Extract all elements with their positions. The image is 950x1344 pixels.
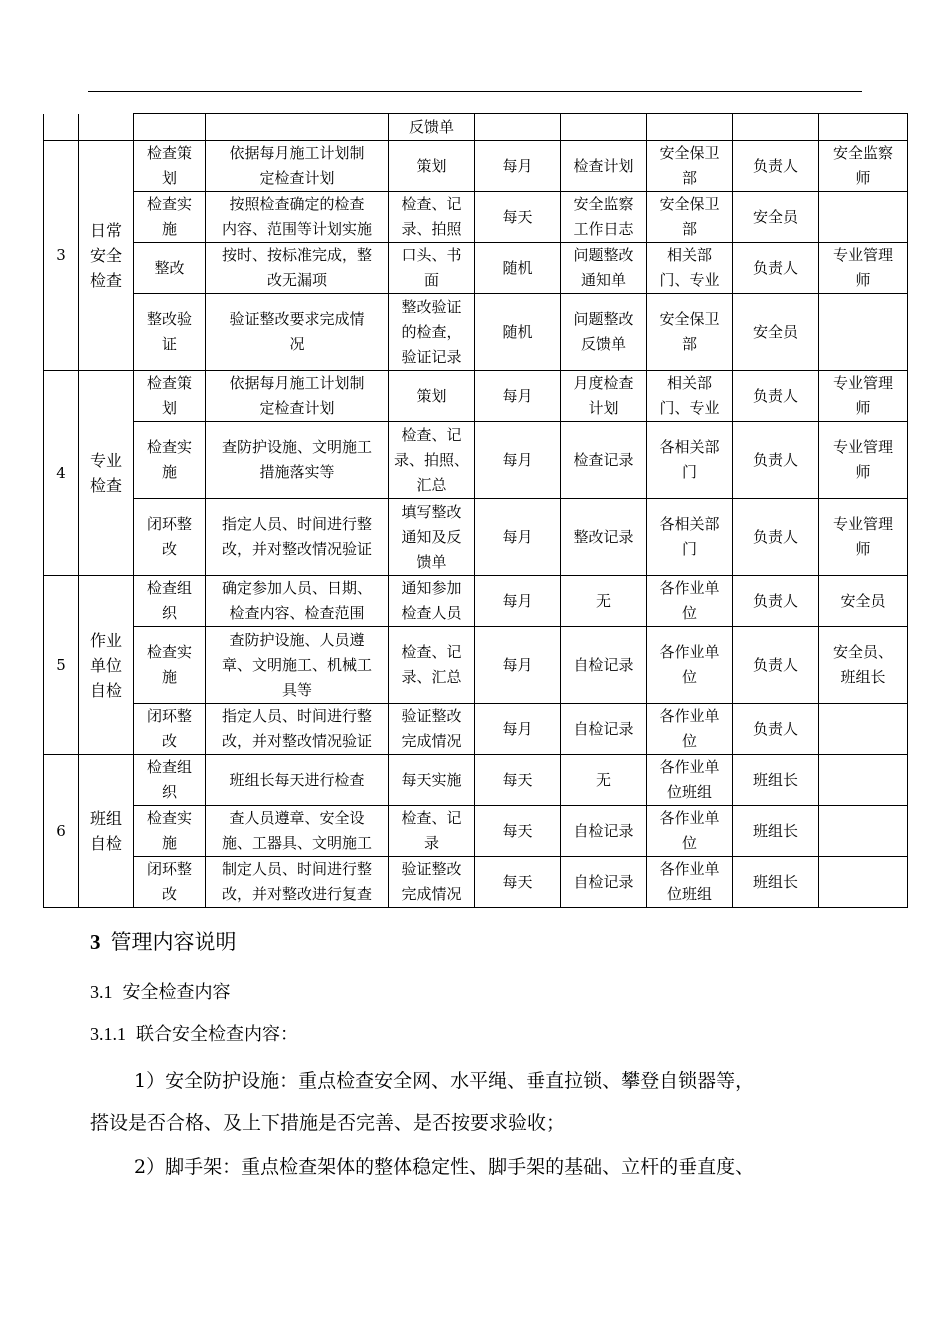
table-cell: 检查实 施 — [134, 806, 206, 857]
subsubsection-number: 3.1.1 — [90, 1024, 126, 1044]
table-cell: 安全员、 班组长 — [819, 627, 908, 704]
table-cell: 查人员遵章、安全设 施、工器具、文明施工 — [206, 806, 389, 857]
table-cell — [561, 114, 647, 141]
table-cell-number: 5 — [44, 576, 79, 755]
table-cell: 班组长 — [733, 857, 819, 908]
section-number: 3 — [90, 930, 101, 954]
table-cell: 检查、记 录、拍照、 汇总 — [389, 422, 475, 499]
table-cell: 每月 — [475, 422, 561, 499]
table-cell — [819, 294, 908, 371]
table-cell: 策划 — [389, 371, 475, 422]
table-cell — [733, 114, 819, 141]
table-cell-category: 专业 检查 — [79, 371, 134, 576]
table-cell — [79, 114, 134, 141]
table-cell: 专业管理 师 — [819, 243, 908, 294]
table-cell: 自检记录 — [561, 806, 647, 857]
table-cell — [44, 114, 79, 141]
table-row — [44, 806, 908, 857]
table-cell: 安全保卫 部 — [647, 294, 733, 371]
table-cell: 闭环整 改 — [134, 499, 206, 576]
table-cell — [134, 114, 206, 141]
table-row — [44, 243, 908, 294]
table-row — [44, 704, 908, 755]
table-cell: 负责人 — [733, 422, 819, 499]
table-cell: 整改 — [134, 243, 206, 294]
table-cell: 无 — [561, 755, 647, 806]
table-row — [44, 499, 908, 576]
table-cell: 负责人 — [733, 627, 819, 704]
table-cell: 检查实 施 — [134, 192, 206, 243]
table-row — [44, 371, 908, 422]
table-cell — [819, 704, 908, 755]
table-cell: 检查组 织 — [134, 755, 206, 806]
table-cell: 安全员 — [733, 192, 819, 243]
table-cell: 专业管理 师 — [819, 371, 908, 422]
table-cell: 查防护设施、文明施工 措施落实等 — [206, 422, 389, 499]
table-cell: 指定人员、时间进行整 改，并对整改情况验证 — [206, 499, 389, 576]
table-cell: 闭环整 改 — [134, 857, 206, 908]
table-cell: 检查记录 — [561, 422, 647, 499]
table-cell — [819, 114, 908, 141]
table-cell: 各作业单 位 — [647, 576, 733, 627]
table-cell: 制定人员、时间进行整 改，并对整改进行复查 — [206, 857, 389, 908]
table-cell: 每月 — [475, 627, 561, 704]
table-cell: 口头、书 面 — [389, 243, 475, 294]
table-cell: 每天 — [475, 806, 561, 857]
table-cell: 每天实施 — [389, 755, 475, 806]
table-cell: 各相关部 门 — [647, 499, 733, 576]
subsubsection-title: 联合安全检查内容： — [136, 1024, 298, 1045]
table-cell: 安全员 — [733, 294, 819, 371]
table-cell-number: 6 — [44, 755, 79, 908]
table-row — [44, 627, 908, 704]
table-cell: 专业管理 师 — [819, 422, 908, 499]
table-cell — [647, 114, 733, 141]
table-cell: 每天 — [475, 755, 561, 806]
table-cell: 问题整改 通知单 — [561, 243, 647, 294]
table-cell: 检查、记 录、汇总 — [389, 627, 475, 704]
table-cell: 检查组 织 — [134, 576, 206, 627]
table-cell — [819, 857, 908, 908]
table-cell — [206, 114, 389, 141]
section-heading — [90, 926, 237, 958]
table-cell: 班组长 — [733, 755, 819, 806]
table-cell: 随机 — [475, 294, 561, 371]
table-row — [44, 857, 908, 908]
subsubsection-heading — [90, 1019, 298, 1050]
table-cell — [819, 192, 908, 243]
table-cell: 各作业单 位班组 — [647, 857, 733, 908]
table-cell — [819, 755, 908, 806]
header-rule — [88, 91, 862, 92]
table-cell: 验证整改要求完成情 况 — [206, 294, 389, 371]
table-cell: 每月 — [475, 704, 561, 755]
table-cell: 检查实 施 — [134, 627, 206, 704]
table-row — [44, 192, 908, 243]
table-cell: 专业管理 师 — [819, 499, 908, 576]
table-row — [44, 422, 908, 499]
table-cell: 检查计划 — [561, 141, 647, 192]
table-cell: 安全员 — [819, 576, 908, 627]
table-cell: 按照检查确定的检查 内容、范围等计划实施 — [206, 192, 389, 243]
table-cell: 各作业单 位班组 — [647, 755, 733, 806]
table-row — [44, 576, 908, 627]
table-cell: 检查策 划 — [134, 141, 206, 192]
table-cell: 通知参加 检查人员 — [389, 576, 475, 627]
table-cell: 验证整改 完成情况 — [389, 857, 475, 908]
table-cell: 每天 — [475, 192, 561, 243]
table-cell: 相关部 门、专业 — [647, 371, 733, 422]
table-cell-feedback: 反馈单 — [389, 114, 475, 141]
table-cell-category: 日常 安全 检查 — [79, 141, 134, 371]
table-cell: 班组长 — [733, 806, 819, 857]
table-cell: 负责人 — [733, 371, 819, 422]
table-cell: 查防护设施、人员遵 章、文明施工、机械工 具等 — [206, 627, 389, 704]
table-cell: 每月 — [475, 576, 561, 627]
table-cell: 月度检查 计划 — [561, 371, 647, 422]
table-cell: 安全保卫 部 — [647, 192, 733, 243]
table-row — [44, 294, 908, 371]
table-cell: 验证整改 完成情况 — [389, 704, 475, 755]
table-cell-number: 3 — [44, 141, 79, 371]
paragraph-2-line-1: 2）脚手架：重点检查架体的整体稳定性、脚手架的基础、立杆的垂直度、 — [134, 1156, 755, 1178]
table-cell: 班组长每天进行检查 — [206, 755, 389, 806]
subsection-heading — [90, 977, 231, 1008]
table-cell: 问题整改 反馈单 — [561, 294, 647, 371]
table-row — [44, 141, 908, 192]
table-cell — [819, 806, 908, 857]
table-cell: 各相关部 门 — [647, 422, 733, 499]
table-cell: 随机 — [475, 243, 561, 294]
table-cell: 检查、记 录 — [389, 806, 475, 857]
table-cell: 安全监察 师 — [819, 141, 908, 192]
table-cell: 填写整改 通知及反 馈单 — [389, 499, 475, 576]
table-cell: 整改验证 的检查， 验证记录 — [389, 294, 475, 371]
table-cell: 各作业单 位 — [647, 704, 733, 755]
table-cell: 无 — [561, 576, 647, 627]
table-cell: 每月 — [475, 499, 561, 576]
table-cell: 整改记录 — [561, 499, 647, 576]
inspection-table — [43, 113, 908, 908]
table-cell: 指定人员、时间进行整 改，并对整改情况验证 — [206, 704, 389, 755]
table-cell: 闭环整 改 — [134, 704, 206, 755]
table-cell: 各作业单 位 — [647, 627, 733, 704]
table-cell: 依据每月施工计划制 定检查计划 — [206, 371, 389, 422]
table-cell: 安全监察 工作日志 — [561, 192, 647, 243]
table-cell: 各作业单 位 — [647, 806, 733, 857]
table-cell — [475, 114, 561, 141]
table-cell: 自检记录 — [561, 627, 647, 704]
section-title: 管理内容说明 — [110, 930, 237, 954]
table-cell: 每月 — [475, 141, 561, 192]
table-cell: 负责人 — [733, 576, 819, 627]
table-row — [44, 755, 908, 806]
table-cell: 检查、记 录、拍照 — [389, 192, 475, 243]
subsection-title: 安全检查内容 — [122, 982, 231, 1003]
table-cell: 检查策 划 — [134, 371, 206, 422]
table-cell-number: 4 — [44, 371, 79, 576]
table-cell: 安全保卫 部 — [647, 141, 733, 192]
paragraph-1-line-1: 1）安全防护设施：重点检查安全网、水平绳、垂直拉锁、攀登自锁器等， — [134, 1070, 755, 1092]
table-cell: 依据每月施工计划制 定检查计划 — [206, 141, 389, 192]
table-cell: 每天 — [475, 857, 561, 908]
table-cell: 检查实 施 — [134, 422, 206, 499]
table-cell: 负责人 — [733, 704, 819, 755]
subsection-number: 3.1 — [90, 982, 113, 1002]
table-cell: 自检记录 — [561, 704, 647, 755]
table-cell: 策划 — [389, 141, 475, 192]
table-cell: 负责人 — [733, 141, 819, 192]
table-cell: 每月 — [475, 371, 561, 422]
table-cell: 确定参加人员、日期、 检查内容、检查范围 — [206, 576, 389, 627]
table-cell-category: 班组 自检 — [79, 755, 134, 908]
table-cell: 自检记录 — [561, 857, 647, 908]
table-cell: 整改验 证 — [134, 294, 206, 371]
table-cell: 负责人 — [733, 243, 819, 294]
paragraph-1-line-2: 搭设是否合格、及上下措施是否完善、是否按要求验收； — [90, 1112, 566, 1134]
table-cell: 负责人 — [733, 499, 819, 576]
table-cell: 按时、按标准完成，整 改无漏项 — [206, 243, 389, 294]
table-cell: 相关部 门、专业 — [647, 243, 733, 294]
table-row-continuation — [44, 114, 908, 141]
table-cell-category: 作业 单位 自检 — [79, 576, 134, 755]
